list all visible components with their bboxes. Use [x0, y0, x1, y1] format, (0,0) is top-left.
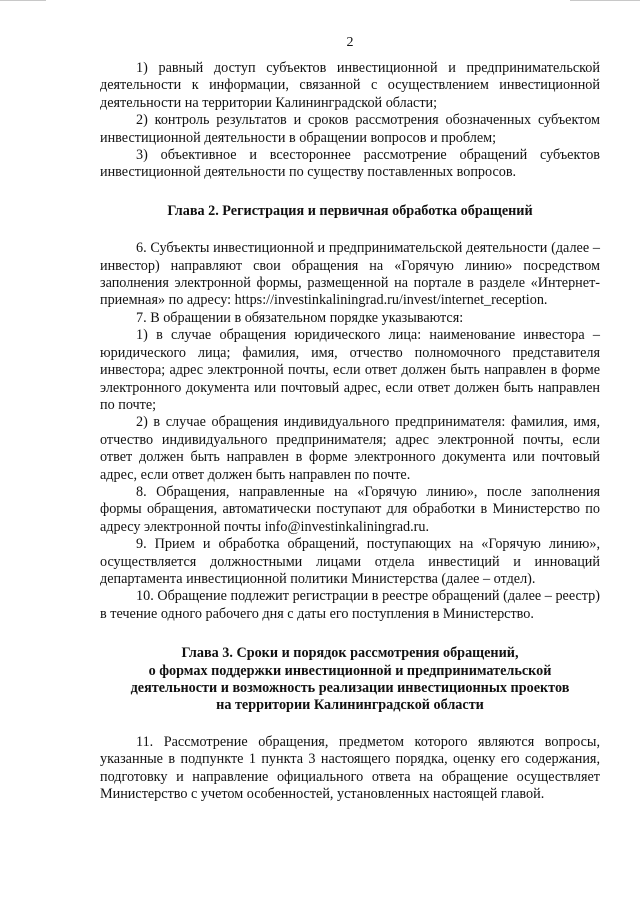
paragraph-8: 8. Обращения, направленные на «Горячую линию», после заполнения формы обращения, автоматически поступают для обработки в Министерство по адресу электронной почты info@investinkaliningrad.ru. [100, 483, 600, 535]
list-item-1: 1) равный доступ субъектов инвестиционной и предпринимательской деятельности к информации, связанной с осуществлением инвестиционной деятельности на территории Калининградской области; [100, 60, 600, 111]
chapter-3-heading-line-4: на территории Калининградской области [216, 697, 484, 714]
document-body [100, 60, 600, 803]
page-number: 2 [346, 35, 354, 50]
chapter-2-heading: Глава 2. Регистрация и первичная обработка обращений [167, 202, 533, 219]
chapter-3-heading-line-3: деятельности и возможность реализации инвестиционных проектов [130, 680, 570, 696]
chapter-3-heading-line-1: Глава 3. Сроки и порядок рассмотрения обращений, [181, 645, 519, 662]
paragraph-7: 7. В обращении в обязательном порядке указываются: [136, 309, 464, 326]
document-page [100, 0, 600, 905]
paragraph-10: 10. Обращение подлежит регистрации в реестре обращений (далее – реестр) в течение одного рабочего дня с даты его поступления в Министерство. [100, 588, 600, 622]
paragraph-11: 11. Рассмотрение обращения, предметом которого являются вопросы, указанные в подпункте 1 пункта 3 настоящего порядка, оценку его содержания, подготовку и направление официального ответа на обращение осуществляет Министерство с учетом особенностей, установленных настоящей главой. [100, 733, 600, 803]
paragraph-6: 6. Субъекты инвестиционной и предпринимательской деятельности (далее – инвестор) направляют свои обращения на «Горячую линию» посредством заполнения электронной формы, размещенной на портале в разделе «Интернет-приемная» по адресу: https://investinkaliningrad.ru/invest/internet_reception. [100, 240, 600, 309]
paragraph-9: 9. Прием и обработка обращений, поступающих на «Горячую линию», осуществляется должностными лицами отдела инвестиций и инноваций департамента инвестиционной политики Министерства (далее – отдел). [100, 536, 600, 587]
top-left-scan-mark [0, 0, 46, 1]
chapter-3-heading-line-2: о формах поддержки инвестиционной и предпринимательской [148, 662, 552, 679]
list-item-2: 2) контроль результатов и сроков рассмотрения обозначенных субъектом инвестиционной деятельности в обращении вопросов и проблем; [100, 112, 600, 146]
paragraph-7-item-2: 2) в случае обращения индивидуального предпринимателя: фамилия, имя, отчество индивидуального предпринимателя; адрес электронной почты, если ответ должен быть направлен в форме электронного документа или почтовый адрес, если ответ должен быть направлен по почте. [100, 414, 600, 483]
list-item-3: 3) объективное и всестороннее рассмотрение обращений субъектов инвестиционной деятельности по существу поставленных вопросов. [100, 147, 600, 181]
paragraph-7-item-1: 1) в случае обращения юридического лица: наименование инвестора – юридического лица; фамилия, имя, отчество полномочного представителя инвестора; адрес электронной почты, если ответ должен быть направлен в форме электронного документа или почтовый адрес, если ответ должен быть направлен по почте; [100, 327, 600, 413]
